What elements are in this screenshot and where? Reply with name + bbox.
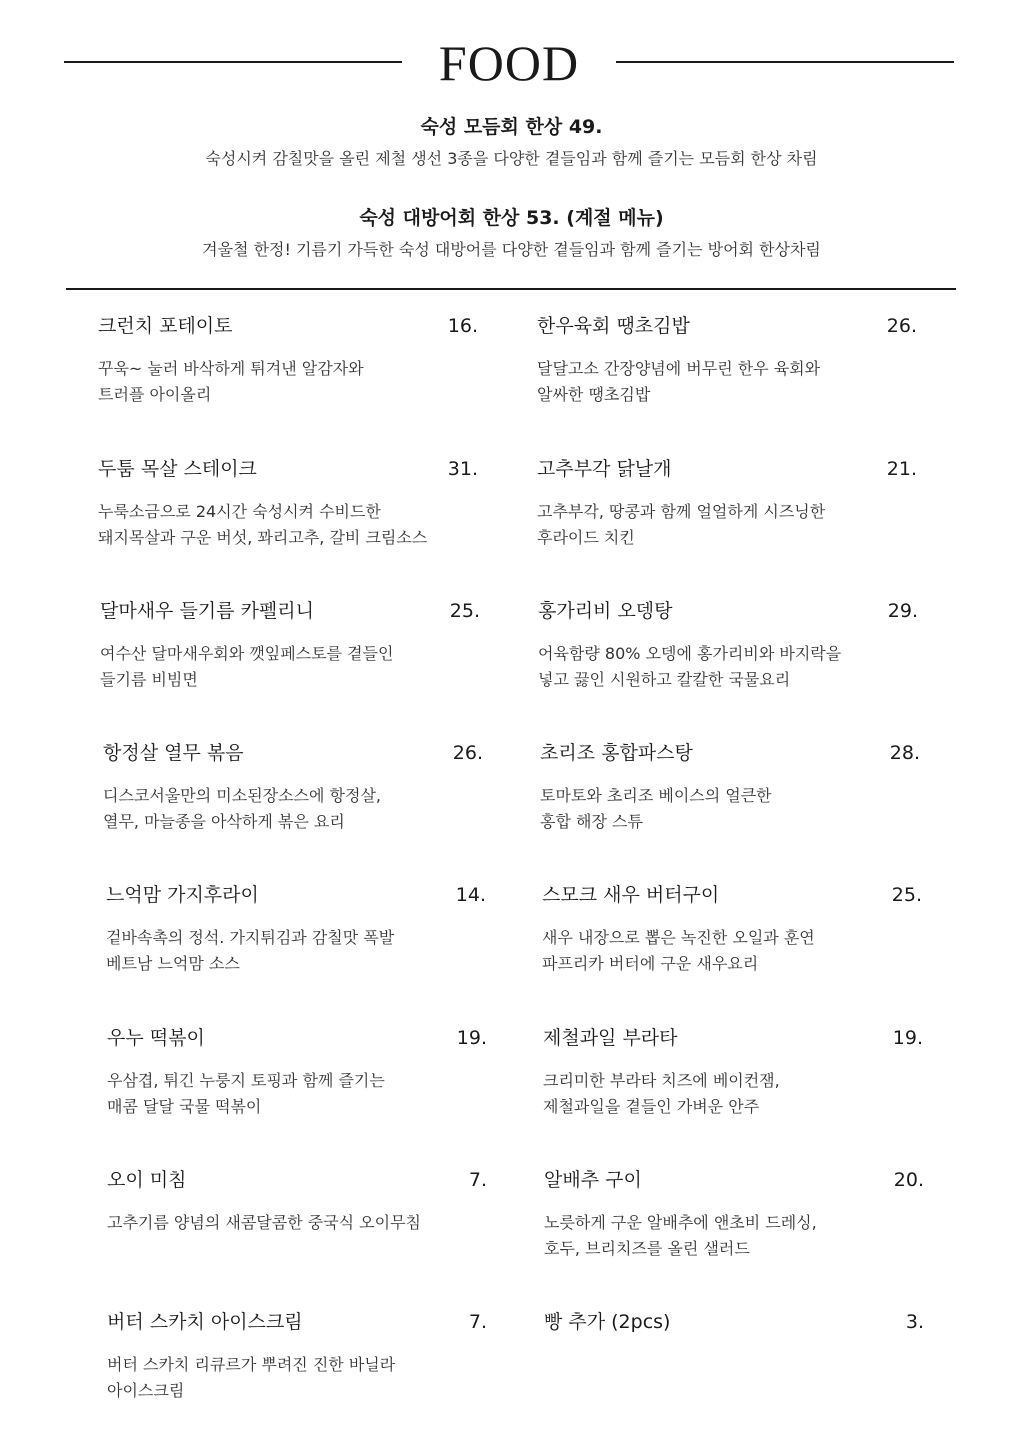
menu-item-name: 빵 추가 (2pcs) bbox=[544, 1311, 671, 1333]
menu-item-description: 토마토와 초리조 베이스의 얼큰한 홍합 해장 스튜 bbox=[540, 786, 772, 831]
menu-item-price: 19. bbox=[892, 1027, 923, 1049]
menu-item-name: 알배추 구이 bbox=[544, 1169, 642, 1191]
menu-item-description: 우삼겹, 튀긴 누룽지 토핑과 함께 즐기는 매콤 달달 국물 떡볶이 bbox=[107, 1071, 385, 1116]
menu-item-price: 28. bbox=[889, 742, 920, 764]
menu-item-name: 버터 스카치 아이스크림 bbox=[107, 1311, 303, 1333]
menu-item-name: 느억맘 가지후라이 bbox=[106, 884, 259, 906]
menu-item bbox=[544, 1166, 924, 1262]
menu-item bbox=[544, 1308, 924, 1352]
menu-item-price: 7. bbox=[468, 1169, 487, 1191]
menu-item-name: 홍가리비 오뎅탕 bbox=[538, 600, 673, 622]
menu-item-description: 고추기름 양념의 새콤달콤한 중국식 오이무침 bbox=[107, 1213, 422, 1232]
menu-item-description: 누룩소금으로 24시간 숙성시켜 수비드한 돼지목살과 구운 버섯, 꽈리고추, 갈비 크림소스 bbox=[98, 502, 428, 547]
menu-item-price: 3. bbox=[905, 1311, 924, 1333]
menu-item bbox=[543, 1024, 923, 1120]
menu-item bbox=[100, 597, 480, 693]
menu-item-price: 16. bbox=[447, 315, 478, 337]
set-menu-title: 숙성 대방어회 한상 53. (계절 메뉴) bbox=[359, 207, 664, 229]
section-divider bbox=[66, 288, 956, 290]
menu-item-description: 여수산 달마새우회와 깻잎페스토를 곁들인 들기름 비빔면 bbox=[100, 644, 394, 689]
page-title: FOOD bbox=[438, 35, 580, 91]
menu-item-price: 26. bbox=[886, 315, 917, 337]
menu-item-price: 29. bbox=[887, 600, 918, 622]
menu-item bbox=[98, 455, 478, 551]
menu-item-name: 크런치 포테이토 bbox=[98, 315, 233, 337]
menu-item-description: 겉바속촉의 정석. 가지튀김과 감칠맛 폭발 베트남 느억맘 소스 bbox=[106, 928, 395, 973]
menu-item-name: 두툼 목살 스테이크 bbox=[98, 458, 257, 480]
menu-item-description: 크리미한 부라타 치즈에 베이컨잼, 제철과일을 곁들인 가벼운 안주 bbox=[543, 1071, 780, 1116]
menu-item bbox=[537, 455, 917, 551]
menu-item-price: 19. bbox=[456, 1027, 487, 1049]
menu-item-name: 우누 떡볶이 bbox=[107, 1027, 205, 1049]
menu-item-name: 고추부각 닭날개 bbox=[537, 458, 672, 480]
menu-item-price: 25. bbox=[449, 600, 480, 622]
page-header bbox=[0, 30, 1023, 100]
set-menu-title: 숙성 모듬회 한상 49. bbox=[420, 116, 603, 138]
menu-item-name: 한우육회 땡초김밥 bbox=[537, 315, 690, 337]
menu-item-price: 31. bbox=[447, 458, 478, 480]
menu-item-name: 오이 미침 bbox=[107, 1169, 187, 1191]
menu-item-description: 노릇하게 구운 알배추에 앤초비 드레싱, 호두, 브리치즈를 올린 샐러드 bbox=[544, 1213, 817, 1258]
menu-item-description: 디스코서울만의 미소된장소스에 항정살, 열무, 마늘종을 아삭하게 볶은 요리 bbox=[103, 786, 382, 831]
menu-item-price: 21. bbox=[886, 458, 917, 480]
menu-item-price: 14. bbox=[455, 884, 486, 906]
menu-item-description: 꾸욱~ 눌러 바삭하게 튀겨낸 알감자와 트러플 아이올리 bbox=[98, 359, 364, 404]
menu-item-price: 25. bbox=[891, 884, 922, 906]
set-menu-description: 숙성시켜 감칠맛을 올린 제철 생선 3종을 다양한 곁들임과 함께 즐기는 모듬회 한상 차림 bbox=[205, 149, 818, 168]
set-menu-moduem bbox=[0, 114, 1023, 170]
menu-item bbox=[538, 597, 918, 693]
menu-item-name: 초리조 홍합파스탕 bbox=[540, 742, 693, 764]
menu-item-description: 어육함량 80% 오뎅에 홍가리비와 바지락을 넣고 끓인 시원하고 칼칼한 국물요리 bbox=[538, 644, 842, 689]
set-menu-daebangeo bbox=[0, 205, 1023, 261]
menu-item bbox=[107, 1308, 487, 1404]
menu-item-name: 스모크 새우 버터구이 bbox=[542, 884, 720, 906]
menu-item bbox=[103, 739, 483, 835]
menu-item-description: 달달고소 간장양념에 버무린 한우 육회와 알싸한 땡초김밥 bbox=[537, 359, 821, 404]
menu-item bbox=[542, 881, 922, 977]
menu-item-price: 7. bbox=[468, 1311, 487, 1333]
menu-item-description: 새우 내장으로 뽑은 녹진한 오일과 훈연 파프리카 버터에 구운 새우요리 bbox=[542, 928, 815, 973]
menu-item-price: 20. bbox=[893, 1169, 924, 1191]
menu-item bbox=[107, 1166, 487, 1236]
menu-item bbox=[98, 312, 478, 408]
menu-item-name: 제철과일 부라타 bbox=[543, 1027, 678, 1049]
menu-item-description: 버터 스카치 리큐르가 뿌려진 진한 바닐라 아이스크림 bbox=[107, 1355, 396, 1400]
header-rule-right bbox=[616, 61, 954, 63]
menu-item bbox=[106, 881, 486, 977]
set-menu-description: 겨울철 한정! 기름기 가득한 숙성 대방어를 다양한 곁들임과 함께 즐기는 방어회 한상차림 bbox=[202, 240, 821, 259]
menu-item bbox=[537, 312, 917, 408]
menu-item-description: 고추부각, 땅콩과 함께 얼얼하게 시즈닝한 후라이드 치킨 bbox=[537, 502, 826, 547]
menu-item-name: 항정살 열무 볶음 bbox=[103, 742, 244, 764]
menu-item-price: 26. bbox=[452, 742, 483, 764]
menu-item bbox=[107, 1024, 487, 1120]
menu-item-name: 달마새우 들기름 카펠리니 bbox=[100, 600, 314, 622]
header-rule-left bbox=[64, 61, 402, 63]
menu-item bbox=[540, 739, 920, 835]
